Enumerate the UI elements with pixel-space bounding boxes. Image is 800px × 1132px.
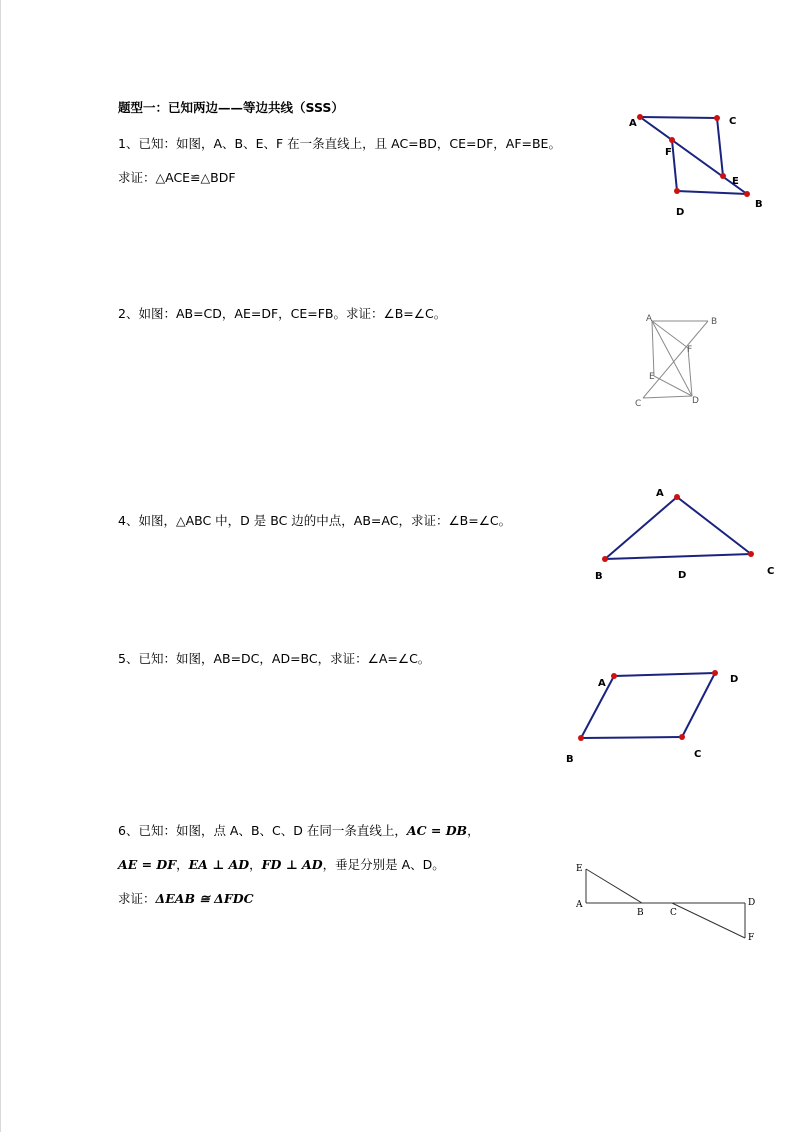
problem-6-line-2 (118, 857, 445, 873)
figure-1 (626, 108, 766, 220)
point-label-f: F (748, 933, 755, 943)
point-label-d: D (748, 898, 756, 908)
section-title: 题型一：已知两边——等边共线（SSS） (118, 100, 344, 115)
figure-4 (590, 484, 780, 584)
problem-5-statement: 5、已知：如图，AB=DC，AD=BC，求证：∠A=∠C。 (118, 651, 431, 666)
segment-af (652, 321, 688, 348)
point-label-a: A (656, 488, 664, 499)
point-label-e: E (649, 372, 655, 382)
problem-2-statement: 2、如图：AB=CD，AE=DF，CE=FB。求证：∠B=∠C。 (118, 306, 447, 321)
segment-ad (652, 321, 692, 396)
segment-bc (605, 554, 751, 559)
point-label-b: B (595, 571, 603, 582)
figure-5 (560, 664, 750, 770)
problem-6-line-1-prefix: 6、已知：如图，点 A、B、C、D 在同一条直线上， (118, 823, 407, 838)
point-label-a: A (646, 314, 653, 324)
point-label-c: C (694, 749, 702, 760)
point-b-dot (602, 556, 608, 562)
point-label-e: E (732, 176, 739, 187)
figure-6 (572, 858, 762, 944)
problem-6-line-3 (118, 891, 254, 907)
math-ea-perp-ad: EA ⊥ AD (188, 857, 250, 872)
point-label-d: D (678, 570, 687, 581)
point-b-dot (744, 191, 750, 197)
point-a-dot (674, 494, 680, 500)
segment-cf (672, 903, 745, 938)
point-label-c: C (729, 116, 737, 127)
point-label-b: B (711, 317, 718, 327)
segment-ce (717, 118, 723, 176)
point-label-c: C (670, 908, 677, 918)
point-label-d: D (692, 396, 699, 406)
point-label-d: D (730, 674, 739, 685)
segment-ae (652, 321, 654, 376)
math-congruence: ΔEAB ≅ ΔFDC (155, 891, 254, 906)
point-label-b: B (637, 908, 644, 918)
segment-cd (643, 396, 692, 398)
point-a-dot (611, 673, 617, 679)
segment-eb (586, 869, 642, 903)
separator-2: ， (249, 857, 262, 872)
problem-6-line-2-suffix: ，垂足分别是 A、D。 (322, 857, 445, 872)
point-c-dot (748, 551, 754, 557)
segment-ab (640, 117, 747, 194)
point-f-dot (669, 137, 675, 143)
math-fd-perp-ad: FD ⊥ AD (261, 857, 323, 872)
point-label-b: B (755, 199, 763, 210)
point-label-a: A (629, 118, 637, 129)
point-c-dot (679, 734, 685, 740)
segment-fd (672, 140, 677, 191)
math-ae-eq-df: AE = DF (118, 857, 177, 872)
separator-1: ， (176, 857, 189, 872)
problem-6-prove-prefix: 求证： (118, 891, 156, 906)
segment-ab (605, 497, 677, 559)
point-a-dot (637, 114, 643, 120)
problem-1-statement: 1、已知：如图，A、B、E、F 在一条直线上，且 AC=BD，CE=DF，AF=BE。 (118, 136, 561, 151)
problem-1-prove: 求证：△ACE≌△BDF (118, 170, 236, 185)
point-label-a: A (576, 900, 583, 910)
segment-ad (614, 673, 715, 676)
segment-cb (581, 737, 682, 738)
segment-db (677, 191, 747, 194)
segment-dc (682, 673, 715, 737)
problem-6-line-1-suffix: ， (467, 823, 480, 838)
point-label-c: C (767, 566, 775, 577)
figure-2 (632, 312, 718, 412)
point-label-a: A (598, 678, 606, 689)
page-left-edge (0, 0, 1, 1132)
point-label-b: B (566, 754, 574, 765)
point-label-f: F (665, 147, 672, 158)
point-label-c: C (635, 399, 642, 409)
point-label-d: D (676, 207, 685, 218)
problem-6-line-1 (118, 823, 480, 839)
segment-ac (677, 497, 751, 554)
point-d-dot (712, 670, 718, 676)
segment-ac (640, 117, 717, 118)
point-e-dot (720, 173, 726, 179)
point-c-dot (714, 115, 720, 121)
point-label-e: E (576, 864, 583, 874)
point-label-f: F (687, 345, 693, 355)
point-d-dot (674, 188, 680, 194)
math-ac-eq-db: AC = DB (406, 823, 468, 838)
problem-4-statement: 4、如图，△ABC 中，D 是 BC 边的中点，AB=AC，求证：∠B=∠C。 (118, 513, 512, 528)
point-b-dot (578, 735, 584, 741)
